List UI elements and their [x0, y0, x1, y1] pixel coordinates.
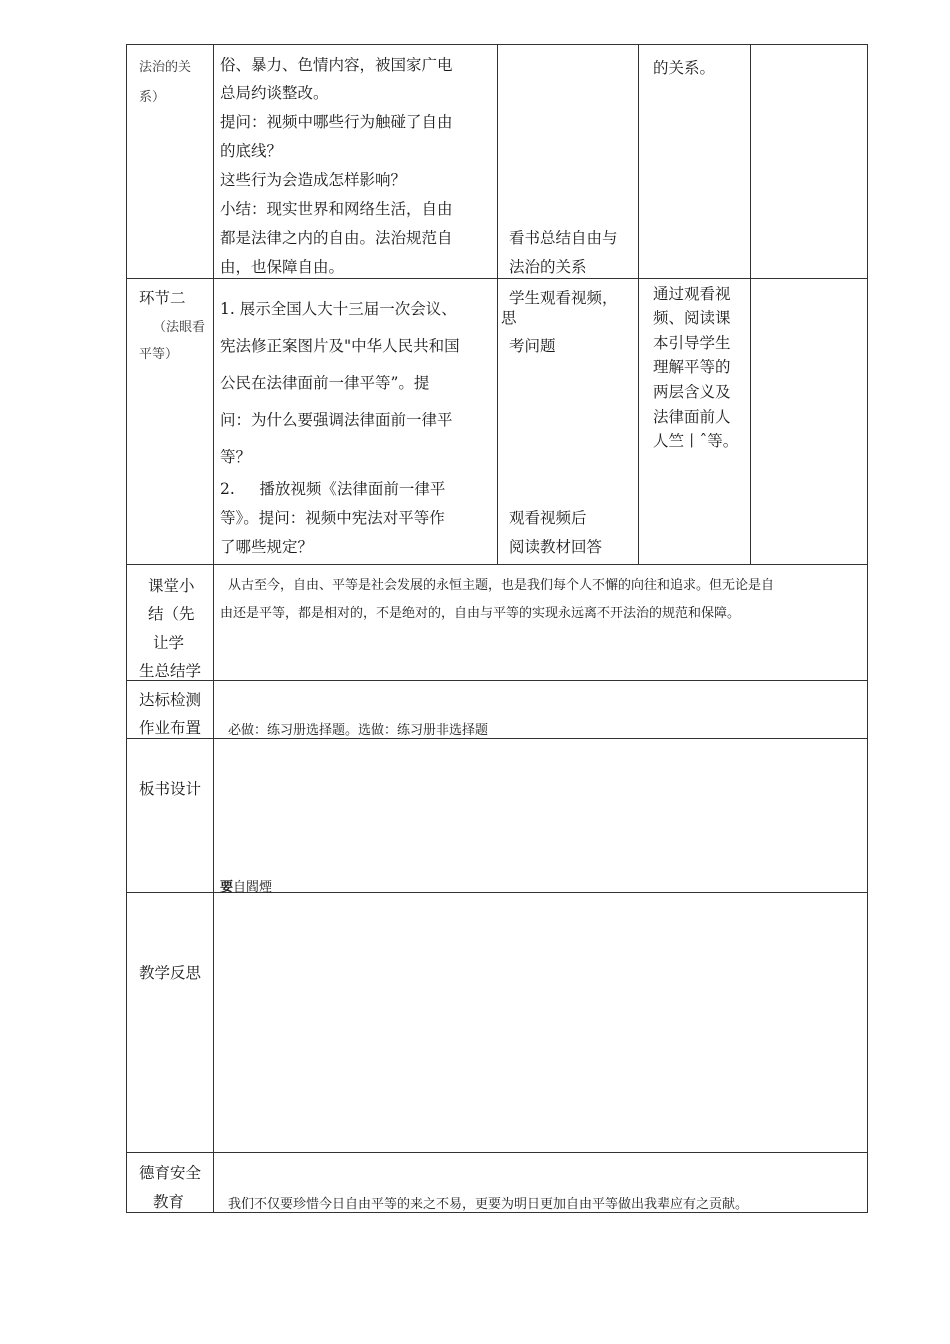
summary-label-line2: 结（先	[148, 605, 195, 623]
row2-intent-line6: 法律面前人	[653, 408, 731, 426]
row2-activity-line5: 等？	[220, 448, 252, 466]
row2-activity-line4: 问：为什么要强调法律面前一律平	[220, 411, 453, 429]
row1-activity-line5: 这些行为会造成怎样影响？	[220, 171, 407, 189]
border-right	[867, 44, 868, 1213]
row1-activity-line2: 总局约谈整改。	[220, 84, 329, 102]
row2-intent-line1: 通过观看视	[653, 285, 731, 303]
row2-intent-line3: 本引导学生	[653, 334, 731, 352]
border-bottom	[126, 1212, 868, 1213]
border-summary-bottom	[126, 680, 868, 681]
row1-stage-label-line2: 系）	[139, 90, 166, 105]
row1-stage-label-line1: 法治的关	[139, 60, 192, 75]
row2-student-line1: 学生观看视频，	[509, 289, 618, 307]
row2-stage-title: 环节二	[139, 289, 186, 307]
row1-activity-line3: 提问：视频中哪些行为触碰了自由	[220, 113, 453, 131]
homework-label-line2: 作业布置	[139, 719, 202, 737]
row1-intent-line1: 的关系。	[653, 59, 716, 77]
border-left	[126, 44, 127, 1213]
homework-label-line1: 达标检测	[139, 691, 202, 709]
row2-activity-line8: 了哪些规定？	[220, 538, 314, 556]
board-text-rest: 自閻煙	[233, 880, 273, 895]
row2-student-line4: 观看视频后	[509, 509, 587, 527]
row2-activity-line7: 等》。提问：视频中宪法对平等作	[220, 509, 445, 527]
summary-text-line1: 从古至今，自由、平等是社会发展的永恒主题，也是我们每个人不懈的向往和追求。但无论是自	[228, 578, 775, 593]
row1-activity-line7: 都是法律之内的自由。法治规范自	[220, 229, 453, 247]
row2-student-line5: 阅读教材回答	[509, 538, 603, 556]
homework-text: 必做：练习册选择题。选做：练习册非选择题	[228, 723, 489, 738]
row2-intent-line5: 两层含义及	[653, 383, 731, 401]
border-col2	[497, 44, 498, 565]
row1-activity-line1: 俗、暴力、色情内容，被国家广电	[220, 56, 453, 74]
reflection-label: 教学反思	[139, 964, 202, 982]
row2-activity-line2: 宪法修正案图片及"中华人民共和国	[220, 337, 460, 355]
row2-activity-line6: 2. 播放视频《法律面前一律平	[220, 480, 446, 498]
row2-intent-line4: 理解平等的	[653, 358, 731, 376]
border-homework-bottom	[126, 738, 868, 739]
border-reflection-bottom	[126, 1152, 868, 1153]
row1-student-line1: 看书总结自由与	[509, 229, 618, 247]
board-label: 板书设计	[139, 780, 202, 798]
row2-stage-sub-line2: 平等）	[139, 347, 179, 362]
border-col3	[638, 44, 639, 565]
summary-label-line1: 课堂小	[148, 577, 195, 595]
board-text	[220, 876, 272, 895]
summary-text-line2: 由还是平等，都是相对的，不是绝对的，自由与平等的实现永远离不开法治的规范和保障。	[220, 606, 741, 621]
row1-activity-line6: 小结：现实世界和网络生活，自由	[220, 200, 453, 218]
moral-label-line1: 德育安全	[139, 1164, 202, 1182]
row2-activity-line1: 1. 展示全国人大十三届一次会议、	[220, 300, 457, 318]
board-text-bold: 要	[220, 880, 234, 895]
border-col4	[750, 44, 751, 565]
border-col1	[213, 44, 214, 1213]
row2-student-line2: 思	[501, 309, 517, 327]
summary-label-line3: 让学	[153, 634, 185, 652]
row2-stage-sub-line1: （法眼看	[153, 320, 206, 335]
row2-activity-line3: 公民在法律面前一律平等”。提	[220, 374, 430, 392]
row1-student-line2: 法治的关系	[509, 258, 587, 276]
row2-intent-line2: 频、阅读课	[653, 309, 731, 327]
row1-activity-line8: 由，也保障自由。	[220, 258, 345, 276]
row1-activity-line4: 的底线？	[220, 142, 283, 160]
moral-label-line2: 教育	[153, 1193, 185, 1211]
row2-intent-line7: 人竺丨ˆ等。	[653, 432, 739, 450]
row2-student-line3: 考问题	[509, 337, 556, 355]
summary-label-line4: 生总结学	[139, 662, 202, 680]
moral-text: 我们不仅要珍惜今日自由平等的来之不易，更要为明日更加自由平等做出我辈应有之贡献。	[228, 1197, 749, 1212]
